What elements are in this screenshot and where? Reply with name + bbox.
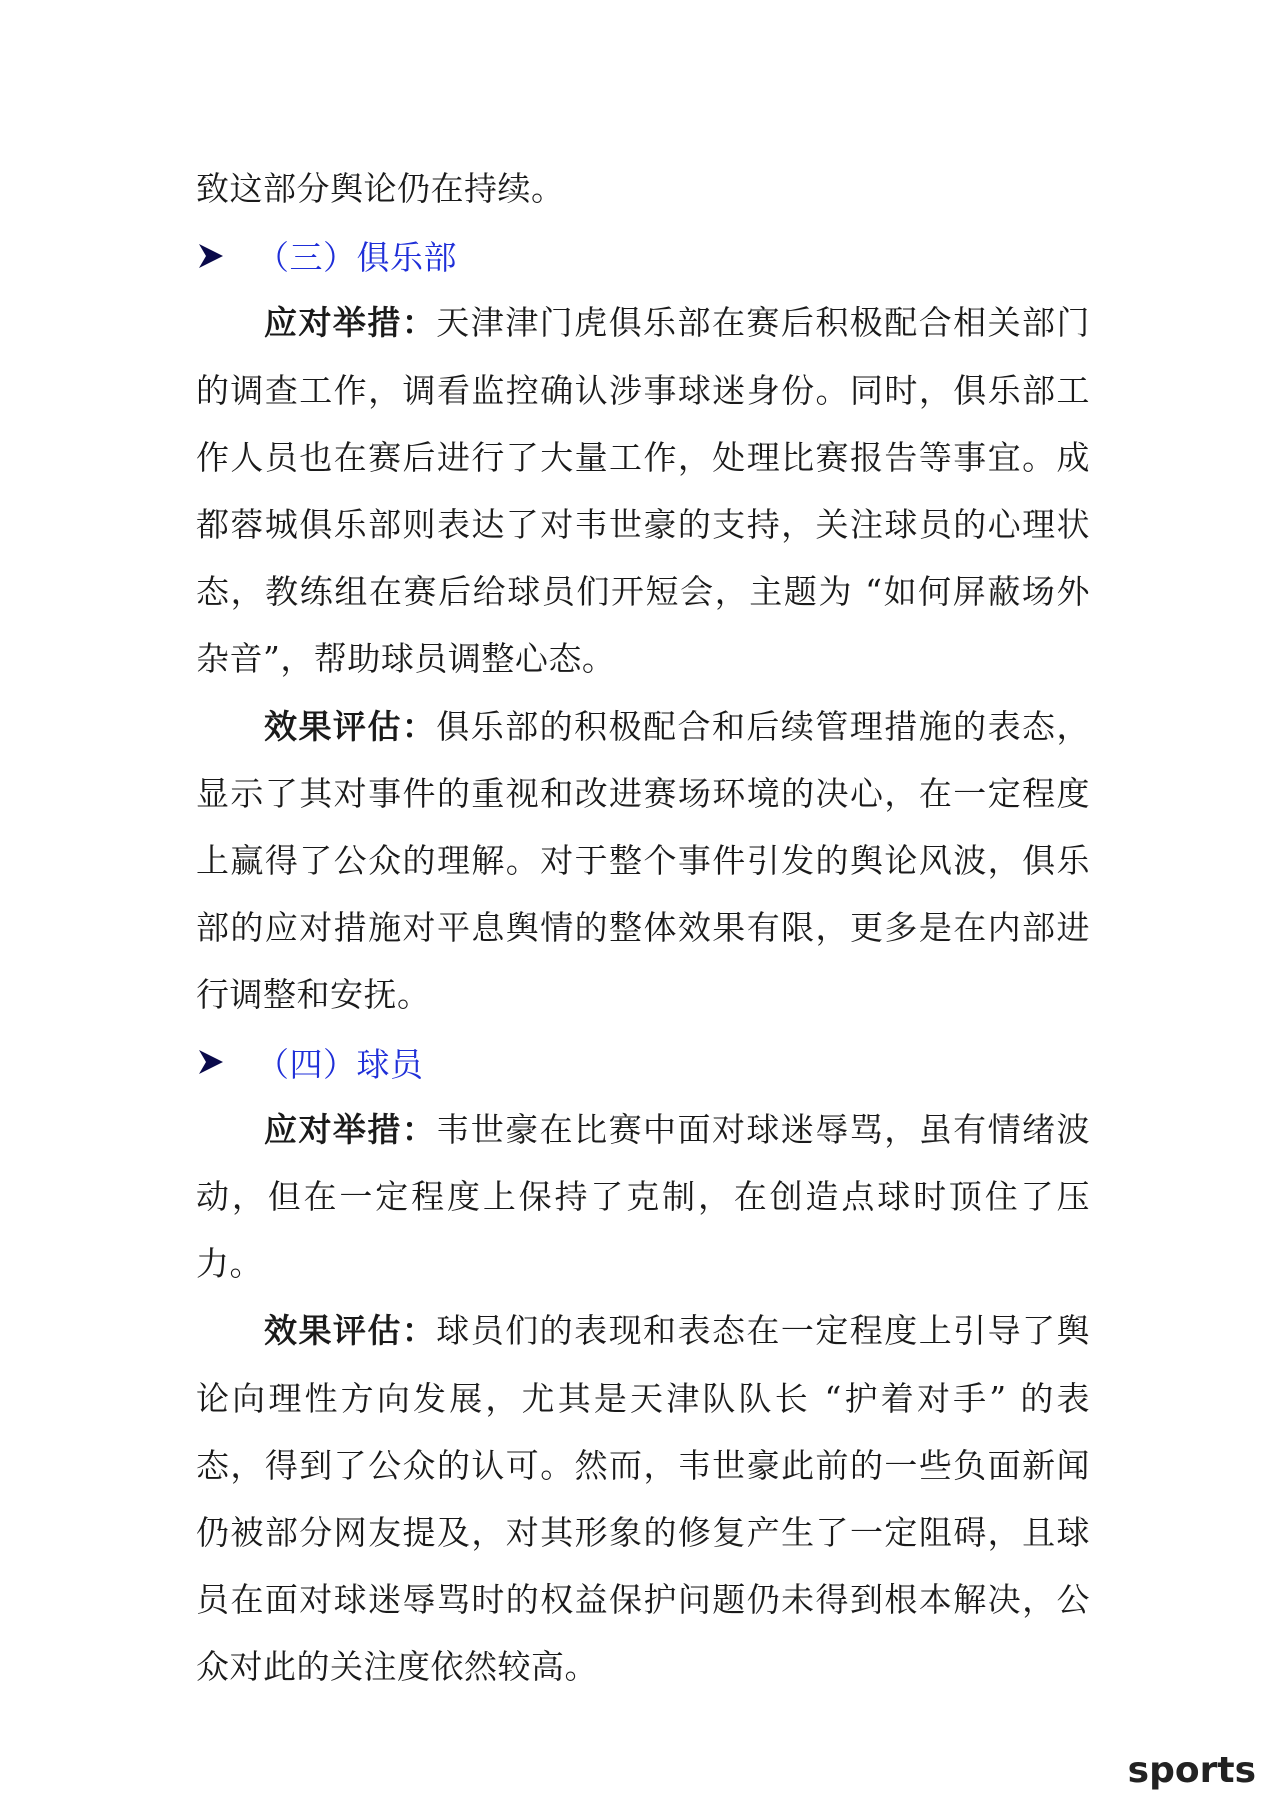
arrow-bullet-icon bbox=[196, 1047, 226, 1077]
paragraph-label: 应对举措： bbox=[264, 303, 437, 343]
paragraph-text: 天津津门虎俱乐部在赛后积极配合相关部门的调查工作，调看监控确认涉事球迷身份。同时，俱乐部工作人员也在赛后进行了大量工作，处理比赛报告等事宜。成都蓉城俱乐部则表达了对韦世豪的支持，关注球员的心理状态，教练组在赛后给球员们开短会，主题为 “如何屏蔽场外杂音”，帮助球员调整心态。 bbox=[196, 303, 1091, 679]
players-evaluation-paragraph bbox=[196, 1297, 1090, 1700]
document-page bbox=[196, 155, 1090, 1701]
paragraph-text: 韦世豪在比赛中面对球迷辱骂，虽有情绪波动，但在一定程度上保持了克制，在创造点球时顶住了压力。 bbox=[196, 1109, 1091, 1284]
club-evaluation-paragraph bbox=[196, 693, 1090, 1029]
paragraph-text: 球员们的表现和表态在一定程度上引导了舆论向理性方向发展，尤其是天津队队长 “护着对手” 的表态，得到了公众的认可。然而，韦世豪此前的一些负面新闻仍被部分网友提及，对其形象的修复产生了一定阻碍，且球员在面对球迷辱骂时的权益保护问题仍未得到根本解决，公众对此的关注度依然较高。 bbox=[196, 1311, 1091, 1687]
section-heading-players bbox=[196, 1029, 1090, 1096]
footer-tag: sports bbox=[1127, 1750, 1256, 1791]
section-heading-text: （四）球员 bbox=[256, 1044, 424, 1084]
arrow-bullet-icon bbox=[196, 241, 226, 271]
intro-paragraph: 致这部分舆论仍在持续。 bbox=[196, 169, 565, 208]
club-response-paragraph bbox=[196, 289, 1090, 692]
section-heading-club bbox=[196, 222, 1090, 289]
paragraph-label: 应对举措： bbox=[264, 1109, 437, 1149]
players-response-paragraph bbox=[196, 1096, 1090, 1298]
paragraph-label: 效果评估： bbox=[264, 1311, 437, 1351]
paragraph-label: 效果评估： bbox=[264, 706, 437, 746]
paragraph-text: 俱乐部的积极配合和后续管理措施的表态，显示了其对事件的重视和改进赛场环境的决心，在一定程度上赢得了公众的理解。对于整个事件引发的舆论风波，俱乐部的应对措施对平息舆情的整体效果有限，更多是在内部进行调整和安抚。 bbox=[196, 706, 1091, 1015]
section-heading-text: （三）俱乐部 bbox=[256, 238, 457, 278]
